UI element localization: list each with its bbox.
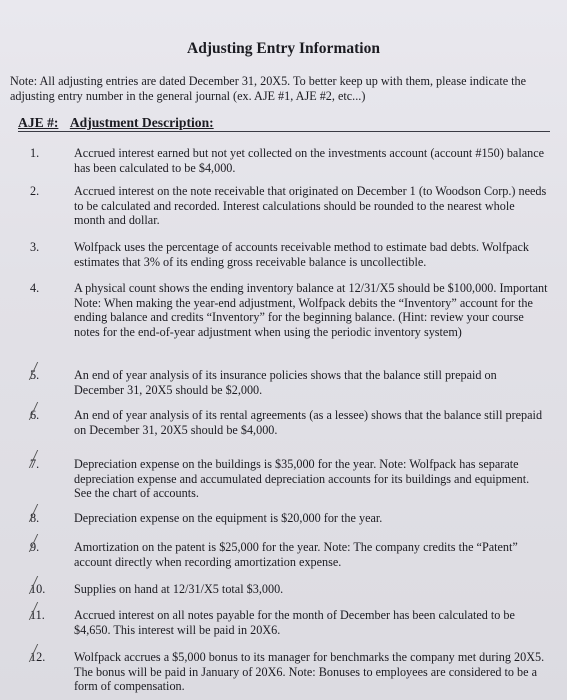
- header-divider: [18, 131, 550, 132]
- intro-note: Note: All adjusting entries are dated December 31, 20X5. To better keep up with them, please indicate the adjusting entry number in the general journal (ex. AJE #1, AJE #2, etc...): [10, 74, 527, 103]
- item-description: Amortization on the patent is $25,000 for the year. Note: The company credits the “Patent” account directly when recording amortization expense.: [74, 540, 518, 569]
- item-description: Wolfpack accrues a $5,000 bonus to its manager for benchmarks the company met during 20X5. The bonus will be paid in January of 20X6. Note: Bonuses to employees are considered to be a form of compensation.: [74, 650, 545, 694]
- item-description: Depreciation expense on the buildings is $35,000 for the year. Note: Wolfpack has separate depreciation expense and accumulated depreciation accounts for its buildings and equipment. See the chart of accounts.: [74, 457, 530, 501]
- item-number: 1.: [30, 146, 40, 160]
- item-number: 6.: [30, 408, 40, 422]
- item-description: A physical count shows the ending inventory balance at 12/31/X5 should be $100,000. Important Note: When making the year-end adjustment, Wolfpack debits the “Inventory” account for the ending balance and credits “Inventory” for the beginning balance. (Hint: review your course notes for the end-of-year adjustment when using the periodic inventory system): [74, 281, 548, 339]
- item-number: 12.: [30, 650, 46, 664]
- item-description: Accrued interest earned but not yet collected on the investments account (account #150) balance has been calculated to be $4,000.: [74, 146, 545, 175]
- item-description: Wolfpack uses the percentage of accounts receivable method to estimate bad debts. Wolfpack estimates that 3% of its ending gross receivable balance is uncollectible.: [74, 240, 530, 269]
- item-description: An end of year analysis of its insurance policies shows that the balance still prepaid on December 31, 20X5 should be $2,000.: [74, 368, 497, 397]
- item-number: 5.: [30, 368, 40, 382]
- item-description: An end of year analysis of its rental agreements (as a lessee) shows that the balance still prepaid on December 31, 20X5 should be $4,000.: [74, 408, 543, 437]
- item-description: Supplies on hand at 12/31/X5 total $3,000.: [74, 582, 284, 596]
- item-number: 4.: [30, 281, 40, 295]
- item-description: Depreciation expense on the equipment is $20,000 for the year.: [74, 511, 383, 525]
- aje-column-header: AJE #:: [18, 115, 59, 130]
- item-number: 7.: [30, 457, 40, 471]
- item-description: Accrued interest on the note receivable that originated on December 1 (to Woodson Corp.) needs to be calculated and recorded. Interest calculations should be rounded to the nearest whole month and dollar.: [74, 184, 547, 228]
- item-number: 2.: [30, 184, 40, 198]
- item-number: 9.: [30, 540, 40, 554]
- item-description: Accrued interest on all notes payable for the month of December has been calculated to be $4,650. This interest will be paid in 20X6.: [74, 608, 515, 637]
- page-title: Adjusting Entry Information: [187, 40, 380, 57]
- description-column-header: Adjustment Description:: [69, 115, 214, 130]
- table-header: [18, 115, 550, 131]
- item-number: 8.: [30, 511, 40, 525]
- item-number: 11.: [30, 608, 45, 622]
- item-number: 10.: [30, 582, 46, 596]
- item-number: 3.: [30, 240, 40, 254]
